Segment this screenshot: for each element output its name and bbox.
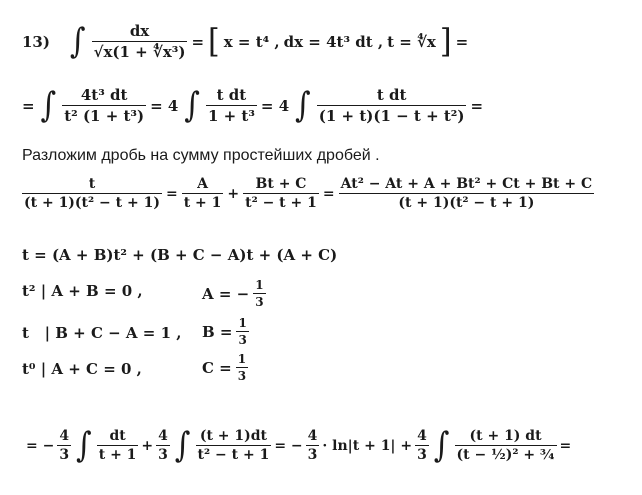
plus: + <box>227 185 240 202</box>
integral-sign: ∫ <box>295 85 311 126</box>
system-equation: t | B + C − A = 1 , <box>22 324 182 342</box>
system-row-3 <box>22 360 142 378</box>
fraction-denominator: (t − ½)² + ¾ <box>456 447 555 463</box>
line-1 <box>22 22 468 61</box>
bracket-close: ] <box>439 22 452 61</box>
integral-sign: ∫ <box>184 85 200 126</box>
fraction <box>455 428 557 463</box>
substitution-2: dx = 4t³ dt , <box>283 32 384 51</box>
fraction <box>236 352 248 383</box>
fraction <box>196 428 272 463</box>
fraction <box>236 316 248 347</box>
system-row-2 <box>22 324 181 342</box>
fraction-denominator: 3 <box>417 447 427 463</box>
equals-coef: = 4 <box>260 96 290 115</box>
fraction-integrand <box>92 22 188 61</box>
fraction <box>206 86 257 125</box>
fraction <box>253 278 265 309</box>
line-last <box>26 425 572 466</box>
fraction-numerator: 1 <box>255 278 264 292</box>
fraction-numerator: A <box>182 176 224 194</box>
log-term: · ln|t + 1| + <box>322 437 413 454</box>
equals: = <box>165 185 178 202</box>
fraction-numerator: 4 <box>59 428 70 444</box>
solution-var: A = − <box>202 284 250 303</box>
equals-minus: = − <box>26 437 55 454</box>
fraction-denominator: 3 <box>255 295 264 309</box>
fraction-denominator: 3 <box>158 447 168 463</box>
fraction-numerator: Bt + C <box>243 176 319 194</box>
equals: = <box>322 185 335 202</box>
equals: = <box>455 32 469 51</box>
fraction-numerator: (t + 1) dt <box>455 428 557 446</box>
integral-sign: ∫ <box>433 425 450 466</box>
plus: + <box>141 437 154 454</box>
integral-sign: ∫ <box>174 425 191 466</box>
fraction-denominator: 1 + t³ <box>207 107 255 125</box>
fraction-numerator: 4 <box>307 428 318 444</box>
fraction-denominator: 3 <box>59 447 70 463</box>
fraction <box>97 428 139 463</box>
system-solution-2 <box>202 316 249 347</box>
line-4 <box>22 176 594 211</box>
fraction <box>317 86 467 125</box>
fraction-numerator: (t + 1)dt <box>196 428 272 446</box>
problem-number: 13) <box>22 32 50 51</box>
fraction-denominator: t + 1 <box>183 195 222 211</box>
solution-var: C = <box>202 358 232 377</box>
equals-minus: = − <box>274 437 303 454</box>
fraction-denominator: t² (1 + t³) <box>64 107 145 125</box>
fraction-numerator: At² − At + A + Bt² + Ct + Bt + C <box>340 176 593 192</box>
fraction-numerator: 1 <box>237 352 247 366</box>
fraction <box>57 428 71 463</box>
integral-sign: ∫ <box>76 425 92 466</box>
fraction-numerator: t <box>22 176 162 194</box>
fraction <box>156 428 170 463</box>
fraction-denominator: √x(1 + ∜x³) <box>93 43 186 61</box>
fraction-denominator: 3 <box>307 447 318 463</box>
fraction-numerator: dx <box>92 22 188 42</box>
fraction-numerator: dt <box>97 428 139 446</box>
equals: = <box>191 32 205 51</box>
fraction <box>22 176 162 211</box>
bracket-open: [ <box>208 22 220 61</box>
system-equation: t⁰ | A + C = 0 , <box>22 360 142 378</box>
fraction-numerator: t dt <box>317 86 467 106</box>
line-5: t = (A + B)t² + (B + C − A)t + (A + C) <box>22 246 338 264</box>
integral-sign: ∫ <box>69 21 86 62</box>
fraction-denominator: 3 <box>238 333 247 347</box>
fraction-numerator: 4t³ dt <box>62 86 146 106</box>
fraction <box>339 176 595 211</box>
fraction-numerator: 1 <box>238 316 247 330</box>
fraction-denominator: 3 <box>237 369 247 383</box>
substitution-3: t = ∜x <box>387 32 436 51</box>
fraction-denominator: t² − t + 1 <box>245 195 317 211</box>
fraction <box>415 428 429 463</box>
equals: = <box>22 96 35 115</box>
text-line: Разложим дробь на сумму простейших дробей . <box>22 147 380 164</box>
integral-sign: ∫ <box>40 85 57 126</box>
fraction-numerator: 4 <box>158 428 168 444</box>
fraction-denominator: (t + 1)(t² − t + 1) <box>24 195 160 211</box>
system-row-1 <box>22 282 143 300</box>
equals: = <box>559 437 572 454</box>
system-solution-3 <box>202 352 248 383</box>
fraction <box>182 176 224 211</box>
equals: = <box>470 96 484 115</box>
substitution-1: x = t⁴ , <box>223 32 280 51</box>
fraction-denominator: (t + 1)(t² − t + 1) <box>398 195 535 211</box>
fraction <box>243 176 319 211</box>
fraction-numerator: 4 <box>417 428 427 444</box>
fraction-denominator: t² − t + 1 <box>197 447 270 463</box>
fraction-numerator: t dt <box>206 86 257 106</box>
equals-coef: = 4 <box>150 96 179 115</box>
solution-var: B = <box>202 322 233 341</box>
fraction <box>62 86 146 125</box>
line-2 <box>22 86 483 125</box>
fraction <box>306 428 320 463</box>
system-equation: t² | A + B = 0 , <box>22 282 143 300</box>
fraction-denominator: (1 + t)(1 − t + t²) <box>318 107 465 125</box>
system-solution-1 <box>202 278 266 309</box>
fraction-denominator: t + 1 <box>98 447 137 463</box>
